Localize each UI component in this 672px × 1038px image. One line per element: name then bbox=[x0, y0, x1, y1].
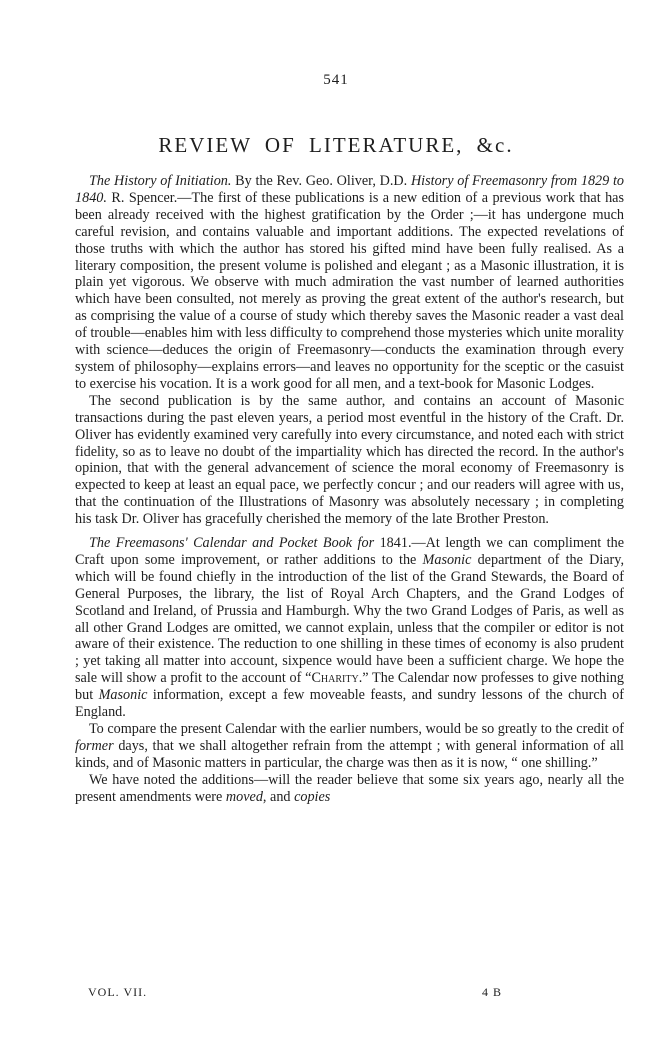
paragraph-text: To compare the present Calendar with the earlier numbers, would be so greatly to the credit of bbox=[89, 721, 624, 737]
italic-term: Masonic bbox=[98, 687, 148, 704]
paragraph-history-of-initiation bbox=[75, 173, 624, 393]
paragraph-noted-additions bbox=[75, 772, 624, 806]
volume-label: VOL. VII. bbox=[88, 985, 148, 999]
book-title-freemasons-calendar: The Freemasons' Calendar and Pocket Book for bbox=[89, 535, 375, 552]
paragraph-text: We have noted the additions—will the reader believe that some six years ago, nearly all the present amendments were bbox=[75, 771, 624, 805]
paragraph-compare-calendar bbox=[75, 721, 624, 772]
paragraph-freemasons-calendar bbox=[75, 535, 624, 721]
page-footer bbox=[88, 985, 502, 1000]
paragraph-text: .” The Calendar now professes to give nothing but bbox=[75, 670, 624, 704]
paragraph-text: 1841.—At length we can compliment the Craft upon some improvement, or rather additions to the bbox=[75, 535, 624, 568]
article-body bbox=[75, 173, 624, 806]
paragraph-second-publication: The second publication is by the same author, and contains an account of Masonic transactions during the past eleven years, a period most eventful in the history of the Craft. Dr. Oliver has evidently examined very carefully into every circumstance, and noted each with strict fidelity, so as to leave no doubt of the impartiality which has directed the record. In the author's opinion, that with the general advancement of science the moral economy of Freemasonry is expected to keep at least an equal pace, we perfectly concur ; and our readers will agree with us, that the continuation of the Illustrations of Masonry was absolutely necessary ; in completing his task Dr. Oliver has gracefully cherished the memory of the late Brother Preston. bbox=[75, 392, 624, 528]
book-title-history-of-initiation: The History of Initiation. bbox=[89, 173, 232, 189]
signature-mark: 4 B bbox=[481, 985, 502, 999]
page-number: 541 bbox=[323, 72, 349, 88]
paragraph-text: , and bbox=[262, 788, 295, 805]
paragraph-text: department of the Diary, which will be found chiefly in the introduction of the list of the Grand Stewards, the Board of General Purposes, the library, the list of Royal Arch Chapters, and the Grand Lodges of Scotland and Ireland, of Prussia and Hamburgh. Why the two Grand Lodges of Paris, as well as all other Grand Lodges are omitted, we cannot explain, unless that the compiler or editor is not aware of their existence. The reduction to one shilling in these times of economy is also prudent ; yet taking all matter into account, sixpence would have been a sufficient charge. We hope the sale will show a profit to the account of “ bbox=[75, 551, 624, 687]
paragraph-text: By the Rev. Geo. Oliver, D.D. bbox=[231, 173, 411, 189]
italic-term: copies bbox=[294, 788, 331, 805]
italic-term: Masonic bbox=[422, 551, 472, 568]
paragraph-text: days, that we shall altogether refrain from the attempt ; with general information of all kinds, and of Masonic matters in particular, the charge was then as it is now, “ one shilling.” bbox=[75, 737, 624, 771]
paragraph-text: information, except a few moveable feasts, and sundry lessons of the church of England. bbox=[75, 687, 624, 721]
small-caps-term: Charity bbox=[311, 670, 359, 687]
book-title-history-of-freemasonry: History of Freemasonry from 1829 to 1840. bbox=[75, 173, 625, 206]
italic-term: moved bbox=[225, 788, 263, 805]
paragraph-text: R. Spencer.—The first of these publications is a new edition of a previous work that has been already received with the highest gratification by the Order ;—it has undergone much careful revision, and contains valuable and important additions. The expected revelations of those truths with which the author has stored his gifted mind have been fully realised. As a literary composition, the present volume is polished and elegant ; as a Masonic illustration, it is plain yet vigorous. We observe with much admiration the vast number of learned authorities which have been consulted, not merely as proving the great extent of the author's research, but as comprising the value of a course of study which thereby saves the Masonic reader a vast deal of trouble—enables him with less difficulty to comprehend those mysteries which unite morality with science—deduces the origin of Freemasonry—conducts the examination through every system of philosophy—explains errors—and leaves no opportunity for the sceptic or the casuist to exercise his vocation. It is a work good for all men, and a text-book for Masonic Lodges. bbox=[75, 189, 624, 392]
italic-term: former bbox=[75, 737, 114, 754]
page-title: REVIEW OF LITERATURE, &c. bbox=[158, 133, 514, 157]
